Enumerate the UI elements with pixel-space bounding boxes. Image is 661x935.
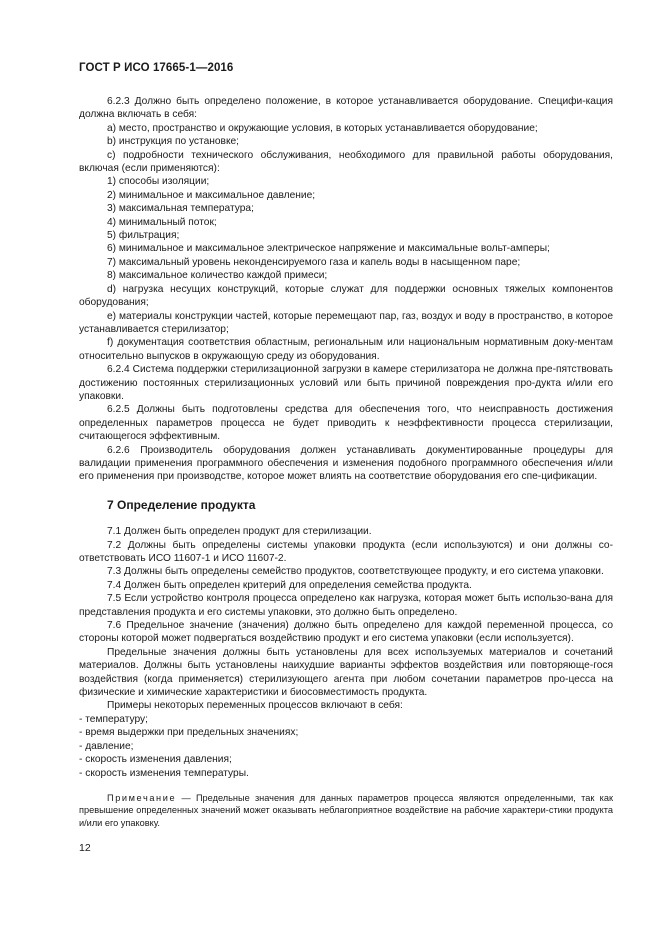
note-label: Примечание — [107, 792, 177, 803]
list-item-c: с) подробности технического обслуживания, необходимого для правильной работы оборудования, включая (если применяются): — [79, 149, 613, 175]
example-item: - время выдержки при предельных значениях; — [79, 727, 299, 739]
example-item: - скорость изменения давления; — [79, 754, 232, 766]
paragraph-limits: Предельные значения должны быть установлены для всех используемых материалов и сочетаний материалов. Должны быть установлены наихудшие варианты эффектов воздействия или повторяюще-гося воздействия (когда применяется) стерилизующего агента при любом сочетании параметров про-цесса на физические и химические характеристики и биосовместимость продукта. — [79, 646, 613, 699]
sub-item: 2) минимальное и максимальное давление; — [107, 189, 316, 201]
paragraph-examples: Примеры некоторых переменных процессов включают в себя: — [107, 700, 403, 712]
sub-item: 4) минимальный поток; — [107, 216, 217, 228]
sub-item: 1) способы изоляции; — [107, 176, 210, 188]
document-body — [79, 95, 613, 829]
list-item-e: е) материалы конструкции частей, которые перемещают пар, газ, воздух и воду в пространство, в которое устанавливается стерилизатор; — [79, 310, 613, 335]
sub-item: 5) фильтрация; — [107, 230, 180, 242]
example-item: - давление; — [79, 740, 134, 752]
paragraph-6-2-5: 6.2.5 Должны быть подготовлены средства для обеспечения того, что неисправность достижения определенных параметров процесса не будет приводить к неэффективности процесса стерилизации, считающегося эффективным. — [79, 404, 613, 443]
sub-item: 7) максимальный уровень неконденсируемого газа и капель воды в насыщенном паре; — [107, 256, 521, 268]
section-7-heading: 7 Определение продукта — [107, 497, 256, 512]
paragraph-6-2-6: 6.2.6 Производитель оборудования должен устанавливать документированные процедуры для валидации применения программного обеспечения и изменения подобного программного обеспечения и/или его применения при производстве, которое может влиять на соответствие оборудования его спе-цификации. — [79, 444, 613, 483]
paragraph-7-6: 7.6 Предельное значение (значения) должно быть определено для каждой переменной процесса, со стороны которой может подвергаться воздействию продукт и его система упаковки (если используется). — [79, 620, 613, 645]
list-item-a: а) место, пространство и окружающие условия, в которых устанавливается оборудование; — [107, 122, 538, 134]
example-item: - скорость изменения температуры. — [79, 767, 249, 779]
note-paragraph — [79, 792, 613, 829]
page-number: 12 — [79, 842, 91, 854]
spacer — [79, 780, 613, 786]
sub-item: 8) максимальное количество каждой примеси; — [107, 270, 328, 282]
list-item-f: f) документация соответствия областным, региональным или национальным нормативным доку-ментам относительно выпусков в окружающую среду из оборудования. — [79, 337, 613, 362]
example-item: - температуру; — [79, 713, 148, 725]
list-item-b: b) инструкция по установке; — [107, 136, 240, 148]
paragraph-7-4: 7.4 Должен быть определен критерий для определения семейства продукта. — [107, 579, 472, 591]
paragraph-7-1: 7.1 Должен быть определен продукт для стерилизации. — [107, 526, 372, 538]
sub-item: 3) максимальная температура; — [107, 203, 254, 215]
paragraph-7-5: 7.5 Если устройство контроля процесса определено как нагрузка, которая может быть использо-вана для представления продукта и его системы упаковки, это должно быть определено. — [79, 593, 613, 618]
note-text: — Предельные значения для данных параметров процесса являются определенными, так как превышение определенных значений может оказывать неблагоприятное воздействие на рабочие характери-стики продукта и/или его упаковку. — [79, 792, 613, 828]
paragraph-6-2-3: 6.2.3 Должно быть определено положение, в которое устанавливается оборудование. Специфи-кация должна включать в себя: — [79, 96, 613, 121]
sub-item: 6) минимальное и максимальное электрическое напряжение и максимальные вольт-амперы; — [107, 243, 550, 255]
page-header-title: ГОСТ Р ИСО 17665-1—2016 — [79, 62, 234, 74]
list-item-d: d) нагрузка несущих конструкций, которые служат для поддержки основных тяжелых компонентов оборудования; — [79, 283, 613, 309]
paragraph-7-2: 7.2 Должны быть определены системы упаковки продукта (если используются) и они должны со-ответствовать ИСО 11607-1 и ИСО 11607-2. — [79, 539, 613, 564]
paragraph-7-3: 7.3 Должны быть определены семейство продуктов, соответствующее продукту, и его система упаковки. — [107, 566, 604, 578]
paragraph-6-2-4: 6.2.4 Система поддержки стерилизационной загрузки в камере стерилизатора не должна пре-пятствовать достижению постоянных стерилизационных условий или быть причиной повреждения про-дукта и/или его упаковки. — [79, 364, 613, 402]
